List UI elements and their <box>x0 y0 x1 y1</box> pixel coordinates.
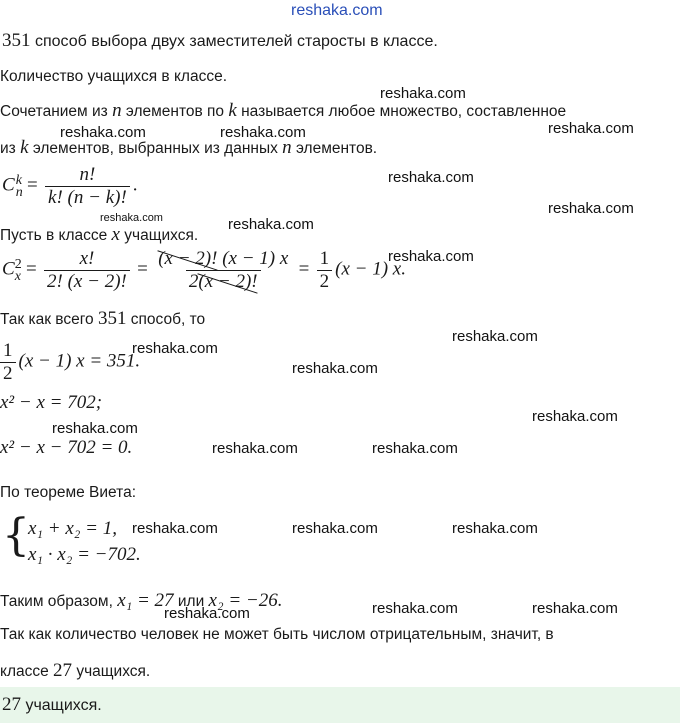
watermark: reshaka.com <box>548 200 634 217</box>
formula-c: C <box>2 174 15 196</box>
left-brace: { <box>2 510 30 561</box>
thus-text: Таким образом, <box>0 593 118 610</box>
cx2-num: x! <box>79 248 95 269</box>
watermark: reshaka.com <box>228 216 314 233</box>
cx2-num: (x − 1) x <box>217 248 289 269</box>
system-eq-1: x₁ + x₂ = 1, <box>28 518 117 539</box>
problem-statement <box>2 30 438 52</box>
let-x: x <box>111 224 120 245</box>
thus-text: или <box>173 593 209 610</box>
watermark: reshaka.com <box>132 520 218 537</box>
watermark: reshaka.com <box>164 605 250 622</box>
def-text: элементов по <box>121 103 229 120</box>
formula-den: k! (n − k)! <box>45 186 130 209</box>
equation-2: x² − x = 702; <box>0 392 103 413</box>
since-line <box>0 308 205 330</box>
watermark: reshaka.com <box>532 408 618 425</box>
cancelled-term: (x − 2)! <box>198 271 258 292</box>
since-number: 351 <box>97 308 127 329</box>
watermark: reshaka.com <box>532 600 618 617</box>
watermark: reshaka.com <box>380 85 466 102</box>
problem-number: 351 <box>2 30 31 51</box>
watermark: reshaka.com <box>548 120 634 137</box>
class-number: 27 <box>53 660 73 681</box>
watermark: reshaka.com <box>132 340 218 357</box>
watermark: reshaka.com <box>388 248 474 265</box>
cannot-be-line: Так как количество человек не может быть числом отрицательным, значит, в <box>0 626 554 643</box>
watermark: reshaka.com <box>60 124 146 141</box>
combination-formula: C k n = $\frac{n!}{k! (n - k)!}$ . <box>2 164 138 208</box>
def-k: k <box>20 137 29 158</box>
half-den: 2 <box>0 362 16 385</box>
watermark: reshaka.com <box>212 440 298 457</box>
since-text: Так как всего <box>0 311 98 328</box>
watermark: reshaka.com <box>220 124 306 141</box>
def-text: элементов. <box>291 140 378 157</box>
let-x-line <box>0 224 198 246</box>
count-students-line: Количество учащихся в классе. <box>0 68 228 85</box>
equation-1 <box>0 340 140 385</box>
cx2-tail: (x − 1) x. <box>335 258 406 280</box>
answer-label: учащихся. <box>21 697 102 714</box>
watermark-top: reshaka.com <box>291 2 383 19</box>
def-k: k <box>228 100 237 121</box>
watermark: reshaka.com <box>292 360 378 377</box>
answer-box <box>0 687 680 723</box>
cancelled-term: (x − 2)! <box>158 248 218 269</box>
class-line <box>0 660 150 682</box>
equation-3: x² − x − 702 = 0. <box>0 437 133 458</box>
half-num: 1 <box>319 248 330 269</box>
definition-line-1 <box>0 100 566 122</box>
problem-text: способ выбора двух заместителей старосты в классе. <box>30 33 438 50</box>
let-text: учащихся. <box>119 227 199 244</box>
class-text: учащихся. <box>72 663 151 680</box>
equals: = <box>27 174 38 196</box>
def-text: называется любое множество, составленное <box>236 103 567 120</box>
formula-num: n! <box>79 164 96 185</box>
watermark: reshaka.com <box>452 520 538 537</box>
eq1: (x − 1) x = 351. <box>18 350 141 372</box>
def-text: из <box>0 140 21 157</box>
root-2: x₂ = −26. <box>208 590 283 611</box>
watermark: reshaka.com <box>372 440 458 457</box>
let-text: Пусть в классе <box>0 227 112 244</box>
watermark: reshaka.com <box>292 520 378 537</box>
system-eq-2: x₁ · x₂ = −702. <box>28 544 141 565</box>
formula-sup: k <box>15 172 22 188</box>
watermark: reshaka.com <box>452 328 538 345</box>
cx2-den: 2! (x − 2)! <box>44 270 130 293</box>
watermark: reshaka.com <box>372 600 458 617</box>
watermark: reshaka.com <box>100 212 163 224</box>
definition-line-2 <box>0 137 377 159</box>
def-n: n <box>282 137 292 158</box>
cx2-den: 2 <box>188 271 199 292</box>
watermark: reshaka.com <box>52 420 138 437</box>
def-text: элементов, выбранных из данных <box>28 140 283 157</box>
answer-number: 27 <box>2 694 21 715</box>
watermark: reshaka.com <box>388 169 474 186</box>
root-1: x₁ = 27 <box>117 590 174 611</box>
since-text: способ, то <box>126 311 206 328</box>
half-den: 2 <box>317 270 333 293</box>
half-num: 1 <box>3 340 13 361</box>
formula-sub: n <box>15 184 23 200</box>
vieta-line: По теореме Виета: <box>0 484 137 501</box>
answer-text <box>2 694 102 716</box>
class-text: классе <box>0 663 54 680</box>
def-text: Сочетанием из <box>0 103 113 120</box>
def-n: n <box>112 100 122 121</box>
cx2-formula: C 2 x = $\frac{x!}{2! (x - 2)!}$ = $\frac{(x - 2)! (x - 1) x}{2(x - 2)!}$ = $\frac{1}{2}$ (x − 1) x. <box>2 248 406 292</box>
